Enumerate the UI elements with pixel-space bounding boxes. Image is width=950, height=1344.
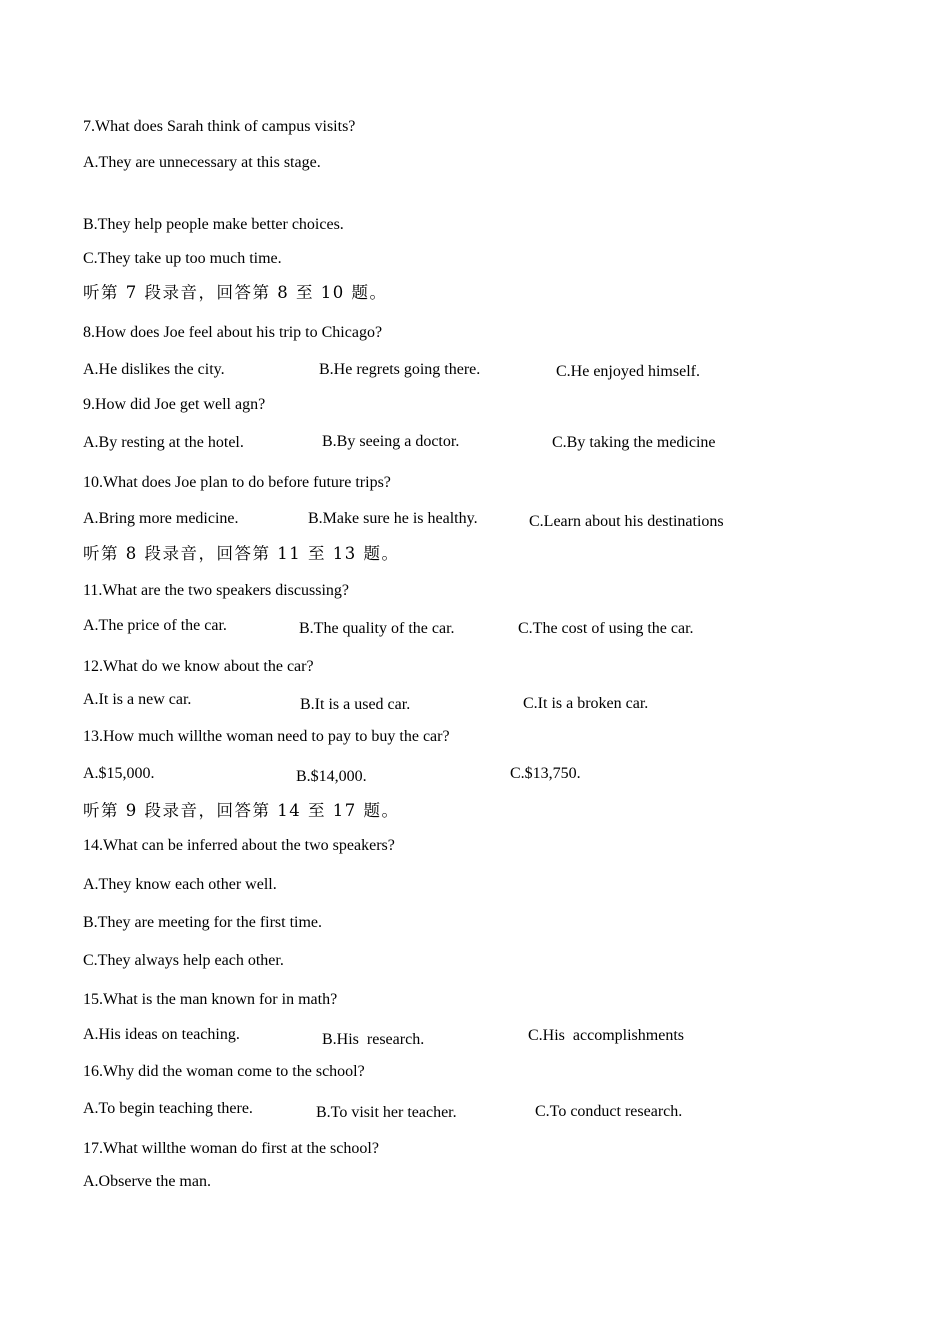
q14-option-b: B.They are meeting for the first time.: [83, 914, 323, 931]
question-9: 9.How did Joe get well agn?: [83, 396, 266, 413]
section-8-instruction: 听第 8 段录音，回答第 11 至 13 题。: [83, 544, 400, 563]
q16-option-b: B.To visit her teacher.: [316, 1104, 457, 1121]
question-11: 11.What are the two speakers discussing?: [83, 582, 349, 599]
q8-option-a: A.He dislikes the city.: [83, 361, 225, 378]
section-7-instruction: 听第 7 段录音，回答第 8 至 10 题。: [83, 283, 388, 302]
q11-option-a: A.The price of the car.: [83, 617, 227, 634]
question-7: 7.What does Sarah think of campus visits?: [83, 118, 356, 135]
question-17: 17.What willthe woman do first at the school?: [83, 1140, 379, 1157]
q7-option-c: C.They take up too much time.: [83, 250, 282, 267]
question-14: 14.What can be inferred about the two speakers?: [83, 837, 395, 854]
section-9-instruction: 听第 9 段录音，回答第 14 至 17 题。: [83, 801, 400, 820]
q7-option-a: A.They are unnecessary at this stage.: [83, 154, 321, 171]
q15-option-b: B.His research.: [322, 1031, 425, 1048]
q12-option-c: C.It is a broken car.: [523, 695, 649, 712]
q15-option-c: C.His accomplishments: [528, 1027, 684, 1044]
question-16: 16.Why did the woman come to the school?: [83, 1063, 365, 1080]
q12-option-b: B.It is a used car.: [300, 696, 411, 713]
q17-option-a: A.Observe the man.: [83, 1173, 211, 1190]
q12-option-a: A.It is a new car.: [83, 691, 192, 708]
q11-option-b: B.The quality of the car.: [299, 620, 455, 637]
q14-option-c: C.They always help each other.: [83, 952, 284, 969]
q11-option-c: C.The cost of using the car.: [518, 620, 694, 637]
q16-option-a: A.To begin teaching there.: [83, 1100, 253, 1117]
q7-option-b: B.They help people make better choices.: [83, 216, 344, 233]
q8-option-c: C.He enjoyed himself.: [556, 363, 700, 380]
q10-option-a: A.Bring more medicine.: [83, 510, 239, 527]
q13-option-c: C.$13,750.: [510, 765, 581, 782]
q8-option-b: B.He regrets going there.: [319, 361, 481, 378]
q9-option-c: C.By taking the medicine: [552, 434, 716, 451]
q14-option-a: A.They know each other well.: [83, 876, 277, 893]
question-10: 10.What does Joe plan to do before future trips?: [83, 474, 391, 491]
q10-option-c: C.Learn about his destinations: [529, 513, 724, 530]
q9-option-b: B.By seeing a doctor.: [322, 433, 460, 450]
q10-option-b: B.Make sure he is healthy.: [308, 510, 478, 527]
q15-option-a: A.His ideas on teaching.: [83, 1026, 240, 1043]
question-12: 12.What do we know about the car?: [83, 658, 314, 675]
q9-option-a: A.By resting at the hotel.: [83, 434, 244, 451]
question-8: 8.How does Joe feel about his trip to Chicago?: [83, 324, 383, 341]
q13-option-a: A.$15,000.: [83, 765, 155, 782]
q13-option-b: B.$14,000.: [296, 768, 367, 785]
question-13: 13.How much willthe woman need to pay to buy the car?: [83, 728, 450, 745]
q16-option-c: C.To conduct research.: [535, 1103, 683, 1120]
question-15: 15.What is the man known for in math?: [83, 991, 338, 1008]
